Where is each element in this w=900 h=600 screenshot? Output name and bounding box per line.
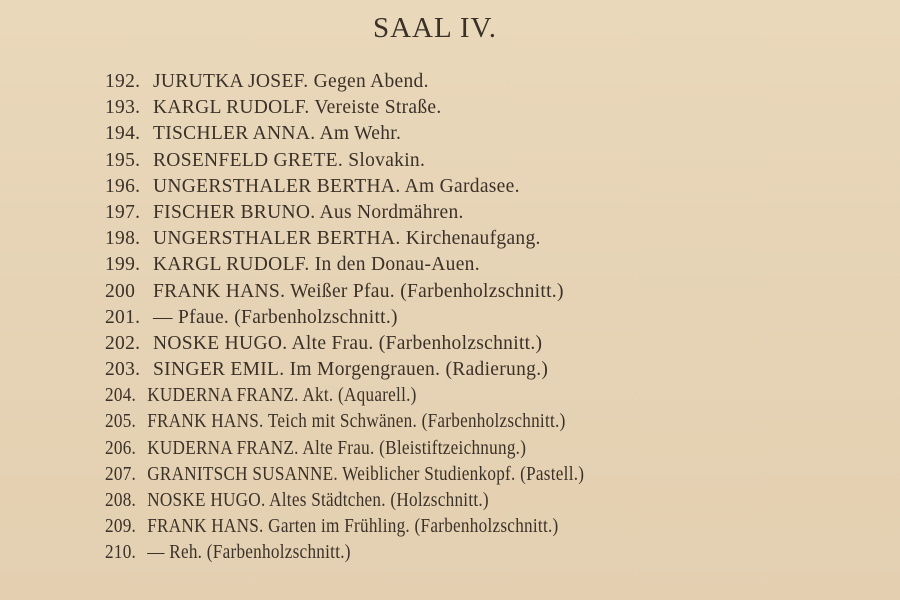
catalog-entry [105, 252, 650, 278]
entry-work: Akt. [302, 385, 334, 407]
entry-artist: KUDERNA FRANZ. [147, 437, 299, 459]
catalog-entry [105, 383, 650, 409]
entry-number: 196. [105, 175, 141, 197]
catalog-entry [105, 95, 650, 121]
entry-number: 197. [105, 201, 141, 223]
entry-medium: (Farbenholzschnitt.) [206, 542, 351, 564]
entry-medium: (Farbenholzschnitt.) [378, 332, 543, 354]
catalog-entry [105, 226, 650, 252]
entry-artist: NOSKE HUGO. [153, 332, 288, 354]
entry-artist: ROSENFELD GRETE. [153, 149, 344, 171]
entry-work: Altes Städtchen. [269, 490, 386, 511]
entry-artist: JURUTKA JOSEF. [153, 71, 309, 92]
entry-artist: FISCHER BRUNO. [153, 201, 316, 223]
entry-work: In den Donau-Auen. [314, 254, 480, 276]
entry-medium: (Bleistiftzeichnung.) [379, 437, 527, 459]
entry-number: 209. [105, 516, 137, 538]
entry-number: 204. [105, 385, 137, 407]
entry-number: 205. [105, 411, 137, 433]
entry-artist: FRANK HANS. [153, 280, 286, 302]
entry-medium: (Radierung.) [445, 359, 549, 381]
entry-medium: (Aquarell.) [337, 385, 417, 407]
catalog-entry [105, 436, 650, 462]
entry-number: 198. [105, 228, 141, 250]
catalog-list [105, 69, 650, 567]
catalog-entry [105, 409, 650, 435]
entry-artist: FRANK HANS. [147, 516, 264, 538]
entry-number: 194. [105, 123, 141, 145]
entry-number: 200 [105, 280, 136, 302]
catalog-entry [105, 514, 650, 540]
entry-artist: TISCHLER ANNA. [153, 123, 316, 145]
catalog-entry [105, 279, 650, 305]
entry-work: Pfaue. [178, 306, 230, 328]
entry-work: Am Wehr. [319, 123, 402, 145]
entry-work: Garten im Frühling. [268, 516, 410, 538]
catalog-entry [105, 331, 650, 357]
catalog-entry [105, 200, 650, 226]
entry-number: 207. [105, 463, 137, 485]
entry-work: Weiblicher Studienkopf. [342, 463, 516, 485]
catalog-entry [105, 357, 650, 383]
entry-number: 192. [105, 71, 141, 92]
entry-work: Aus Nordmähren. [319, 201, 464, 223]
entry-number: 208. [105, 490, 137, 511]
entry-work: Am Gardasee. [404, 175, 520, 197]
entry-artist: UNGERSTHALER BERTHA. [153, 228, 401, 250]
catalog-entry [105, 148, 650, 174]
entry-number: 202. [105, 332, 141, 354]
catalog-entry [105, 121, 650, 147]
entry-artist: KARGL RUDOLF. [153, 97, 310, 119]
entry-artist: FRANK HANS. [147, 411, 264, 433]
entry-work: Reh. [169, 542, 203, 564]
catalog-entry [105, 462, 650, 488]
entry-medium: (Farbenholzschnitt.) [414, 516, 559, 538]
entry-medium: (Farbenholzschnitt.) [421, 411, 566, 433]
entry-medium: (Farbenholzschnitt.) [400, 280, 564, 302]
catalog-entry [105, 305, 650, 331]
entry-work: Slovakin. [348, 149, 426, 171]
entry-artist: GRANITSCH SUSANNE. [147, 463, 338, 485]
entry-work: Im Morgengrauen. [289, 359, 441, 381]
entry-work: Alte Frau. [302, 437, 375, 459]
entry-number: 193. [105, 97, 141, 119]
entry-work: Teich mit Schwänen. [267, 411, 418, 433]
entry-number: 210. [105, 542, 137, 564]
entry-artist: NOSKE HUGO. [147, 490, 266, 511]
page-title: SAAL IV. [372, 12, 497, 44]
catalog-entry [105, 488, 650, 514]
entry-work: Kirchenaufgang. [405, 228, 541, 250]
entry-number: 203. [105, 359, 141, 381]
entry-work: Weißer Pfau. [290, 280, 395, 302]
entry-medium: (Farbenholzschnitt.) [234, 306, 398, 328]
entry-work: Gegen Abend. [313, 71, 429, 92]
entry-artist-ditto: — [153, 306, 173, 328]
entry-number: 201. [105, 306, 141, 328]
entry-number: 199. [105, 254, 141, 276]
entry-artist: UNGERSTHALER BERTHA. [153, 175, 401, 197]
entry-work: Alte Frau. [291, 332, 374, 354]
entry-artist-ditto: — [147, 542, 165, 564]
entry-medium: (Holzschnitt.) [390, 490, 489, 511]
catalog-entry [105, 174, 650, 200]
entry-artist: SINGER EMIL. [153, 359, 285, 381]
catalog-entry [105, 540, 650, 566]
entry-number: 206. [105, 437, 137, 459]
entry-artist: KUDERNA FRANZ. [147, 385, 299, 407]
entry-work: Vereiste Straße. [314, 97, 442, 119]
entry-number: 195. [105, 149, 141, 171]
entry-artist: KARGL RUDOLF. [153, 254, 310, 276]
entry-medium: (Pastell.) [520, 463, 585, 485]
catalog-entry [105, 69, 650, 95]
